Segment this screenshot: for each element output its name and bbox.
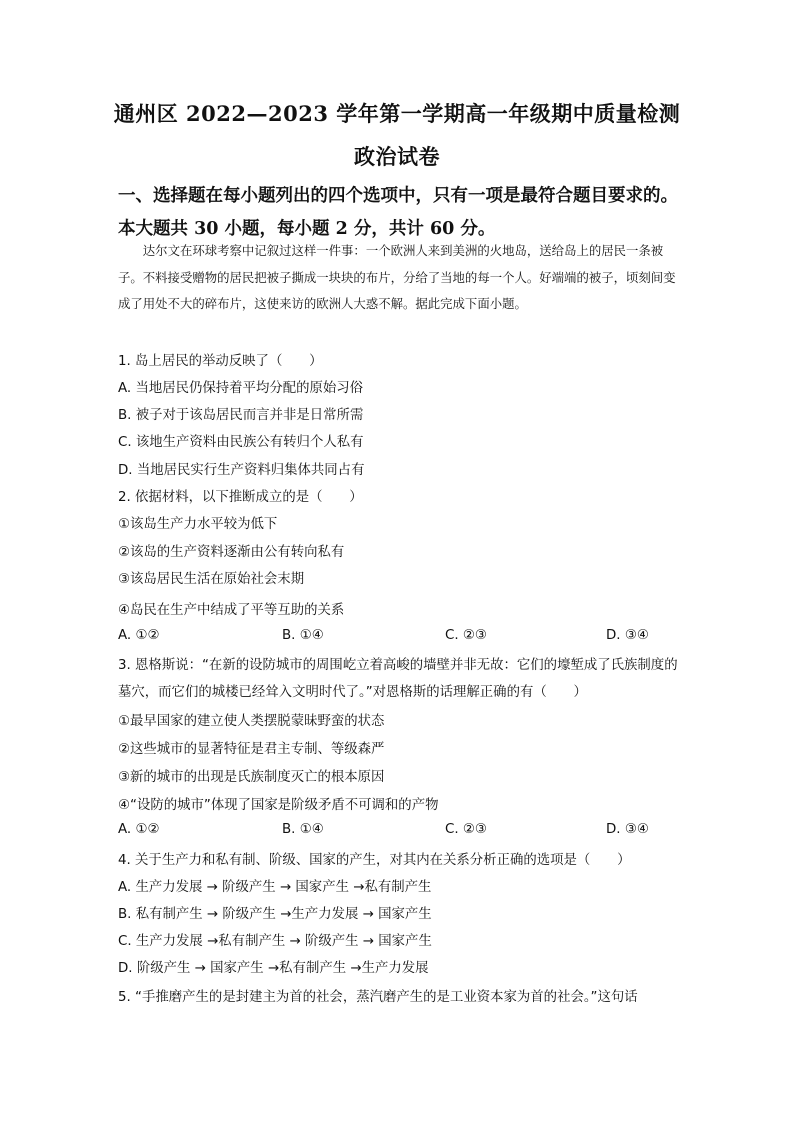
question-3-statement-1: ①最早国家的建立使人类摆脱蒙昧野蛮的状态	[118, 714, 385, 729]
question-3-option-b: B. ①④	[282, 822, 324, 837]
question-2-option-c: C. ②③	[445, 628, 487, 643]
question-3-statement-4: ④“设防的城市”体现了国家是阶级矛盾不可调和的产物	[118, 798, 439, 813]
question-1-option-a: A. 当地居民仍保持着平均分配的原始习俗	[118, 381, 364, 396]
question-3-statement-2: ②这些城市的显著特征是君主专制、等级森严	[118, 742, 385, 757]
question-2-statement-1: ①该岛生产力水平较为低下	[118, 517, 278, 532]
question-4-option-b: B. 私有制产生 → 阶级产生 →生产力发展 → 国家产生	[118, 907, 432, 922]
question-4-option-d: D. 阶级产生 → 国家产生 →私有制产生 →生产力发展	[118, 961, 429, 976]
question-1-stem: 1. 岛上居民的举动反映了（ ）	[118, 354, 323, 369]
question-2-statement-4: ④岛民在生产中结成了平等互助的关系	[118, 603, 345, 618]
question-2-option-a: A. ①②	[118, 628, 160, 643]
reading-material: 达尔文在环球考察中记叙过这样一件事：一个欧洲人来到美洲的火地岛，送给岛上的居民一条被子。不料接受赠物的居民把被子撕成一块块的布片，分给了当地的每一个人。好端端的被子，顷刻间变成了用处不大的碎布片，这使来访的欧洲人大惑不解。据此完成下面小题。	[118, 243, 676, 311]
question-1-option-c: C. 该地生产资料由民族公有转归个人私有	[118, 435, 364, 450]
question-4-option-a: A. 生产力发展 → 阶级产生 → 国家产生 →私有制产生	[118, 880, 432, 895]
question-1-option-d: D. 当地居民实行生产资料归集体共同占有	[118, 463, 365, 478]
section-heading: 一、选择题在每小题列出的四个选项中，只有一项是最符合题目要求的。本大题共 30 小题，每小题 2 分，共计 60 分。	[118, 186, 678, 239]
question-2-statement-2: ②该岛的生产资料逐渐由公有转向私有	[118, 545, 345, 560]
question-5-stem: 5. “手推磨产生的是封建主为首的社会，蒸汽磨产生的是工业资本家为首的社会。”这句话	[118, 990, 638, 1005]
question-2-stem: 2. 依据材料，以下推断成立的是（ ）	[118, 490, 363, 505]
question-2-statement-3: ③该岛居民生活在原始社会末期	[118, 572, 305, 587]
question-2-option-d: D. ③④	[606, 628, 649, 643]
question-4-option-c: C. 生产力发展 →私有制产生 → 阶级产生 → 国家产生	[118, 934, 432, 949]
exam-subtitle: 政治试卷	[354, 144, 440, 169]
question-2-option-b: B. ①④	[282, 628, 324, 643]
question-1-option-b: B. 被子对于该岛居民而言并非是日常所需	[118, 408, 364, 423]
question-3-stem: 3. 恩格斯说：“在新的设防城市的周围屹立着高峻的墙壁并非无故：它们的壕堑成了氏族制度的墓穴，而它们的城楼已经耸入文明时代了。”对恩格斯的话理解正确的有（ ）	[118, 658, 678, 700]
question-3-option-c: C. ②③	[445, 822, 487, 837]
question-3-statement-3: ③新的城市的出现是氏族制度灭亡的根本原因	[118, 770, 385, 785]
question-4-stem: 4. 关于生产力和私有制、阶级、国家的产生，对其内在关系分析正确的选项是（ ）	[118, 853, 631, 868]
exam-title: 通州区 2022—2023 学年第一学期高一年级期中质量检测	[113, 101, 681, 126]
question-3-option-a: A. ①②	[118, 822, 160, 837]
question-3-option-d: D. ③④	[606, 822, 649, 837]
